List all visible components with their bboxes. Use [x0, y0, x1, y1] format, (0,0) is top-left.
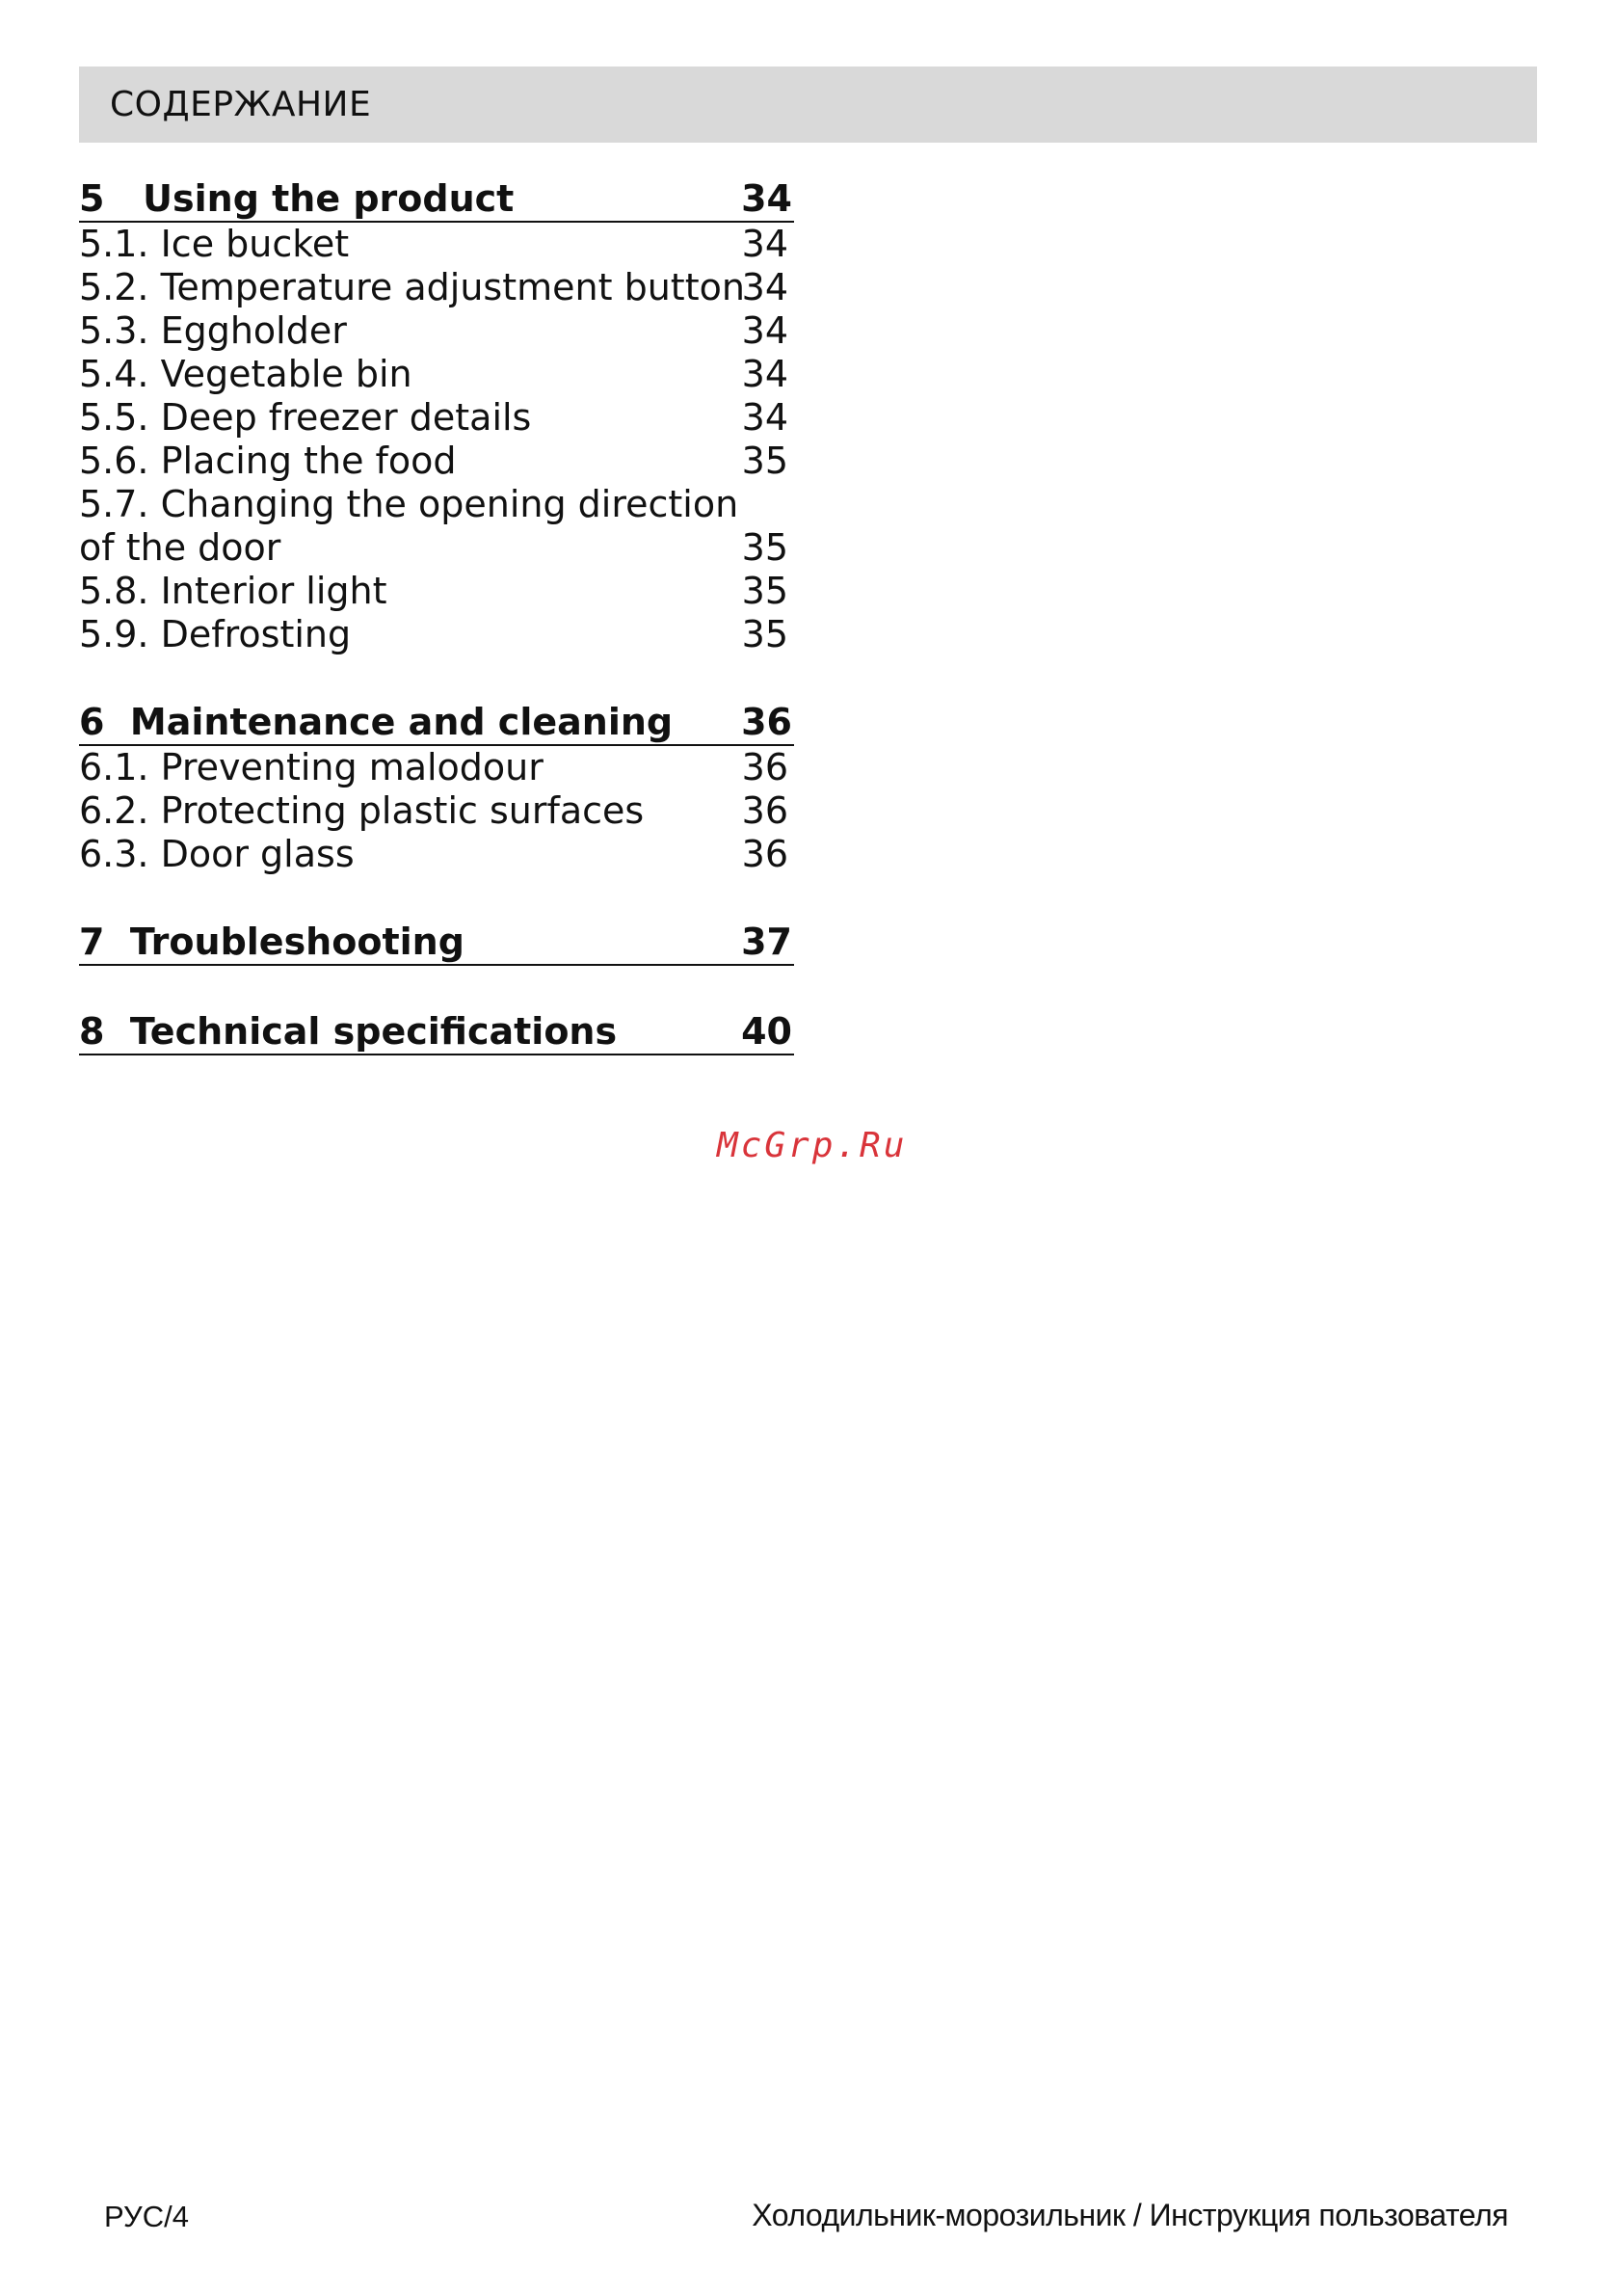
toc-entry[interactable] [79, 353, 794, 396]
toc-section-heading[interactable] [79, 920, 794, 966]
toc-entry-label: 5.6. Placing the food [79, 440, 457, 482]
toc-entry-label: 5.1. Ice bucket [79, 223, 350, 265]
toc-entry-label: 5.3. Eggholder [79, 309, 347, 352]
toc-entry[interactable] [79, 440, 794, 483]
footer-document-title: Холодильник-морозильник / Инструкция пользователя [752, 2198, 1508, 2232]
header-bar [79, 67, 1537, 143]
toc-entry-page: 35 [741, 570, 788, 612]
toc-entry[interactable] [79, 396, 794, 440]
toc-section-5 [79, 176, 794, 656]
toc-entry-page: 36 [741, 789, 788, 832]
toc-section-6 [79, 700, 794, 876]
toc-section-title: 6 Maintenance and cleaning [79, 701, 674, 743]
toc-section-page: 37 [741, 921, 792, 963]
page-title: СОДЕРЖАНИЕ [110, 85, 372, 124]
toc-entry-label: 5.2. Temperature adjustment button [79, 266, 745, 308]
footer-page-number: РУС/4 [104, 2200, 189, 2233]
toc-entry-page: 34 [741, 353, 788, 395]
toc-section-7 [79, 920, 794, 966]
toc-section-title: 8 Technical specifications [79, 1010, 618, 1053]
toc-entry-label: 5.4. Vegetable bin [79, 353, 412, 395]
toc-section-title: 7 Troubleshooting [79, 921, 464, 963]
toc-entry-label: 5.9. Defrosting [79, 613, 352, 655]
toc-entry-label: 6.2. Protecting plastic surfaces [79, 789, 645, 832]
toc-entry-page: 34 [741, 266, 788, 308]
toc-entry-page: 34 [741, 309, 788, 352]
toc-entry[interactable] [79, 746, 794, 789]
toc-entry[interactable] [79, 266, 794, 309]
toc-section-8 [79, 1009, 794, 1055]
toc-entry-label: 5.8. Interior light [79, 570, 387, 612]
toc-entry[interactable] [79, 833, 794, 876]
toc-section-page: 40 [741, 1010, 792, 1053]
toc-entry[interactable] [79, 613, 794, 656]
toc-entry-page: 34 [741, 396, 788, 439]
toc-entry-page: 35 [741, 526, 788, 569]
toc-section-page: 36 [741, 701, 792, 743]
toc-entry-page: 35 [741, 613, 788, 655]
toc-entry-label: 6.3. Door glass [79, 833, 355, 875]
watermark: McGrp.Ru [717, 1126, 908, 1165]
toc-entry[interactable] [79, 789, 794, 833]
toc-entry-label: 5.5. Deep freezer details [79, 396, 532, 439]
toc-entry[interactable] [79, 309, 794, 353]
toc-entry-label: 6.1. Preventing malodour [79, 746, 544, 788]
toc-section-heading[interactable] [79, 700, 794, 746]
toc-entry[interactable] [79, 570, 794, 613]
toc-section-title: 5 Using the product [79, 177, 515, 220]
toc-entry-page: 35 [741, 440, 788, 482]
table-of-contents [79, 176, 794, 1099]
toc-entry-page: 36 [741, 746, 788, 788]
toc-entry-label: 5.7. Changing the opening direction of the door [79, 483, 739, 569]
toc-entry-page: 36 [741, 833, 788, 875]
toc-section-page: 34 [741, 177, 792, 220]
toc-section-heading[interactable] [79, 1009, 794, 1055]
toc-section-heading[interactable] [79, 176, 794, 223]
toc-entry-page: 34 [741, 223, 788, 265]
toc-entry[interactable] [79, 223, 794, 266]
toc-entry[interactable] [79, 483, 794, 570]
